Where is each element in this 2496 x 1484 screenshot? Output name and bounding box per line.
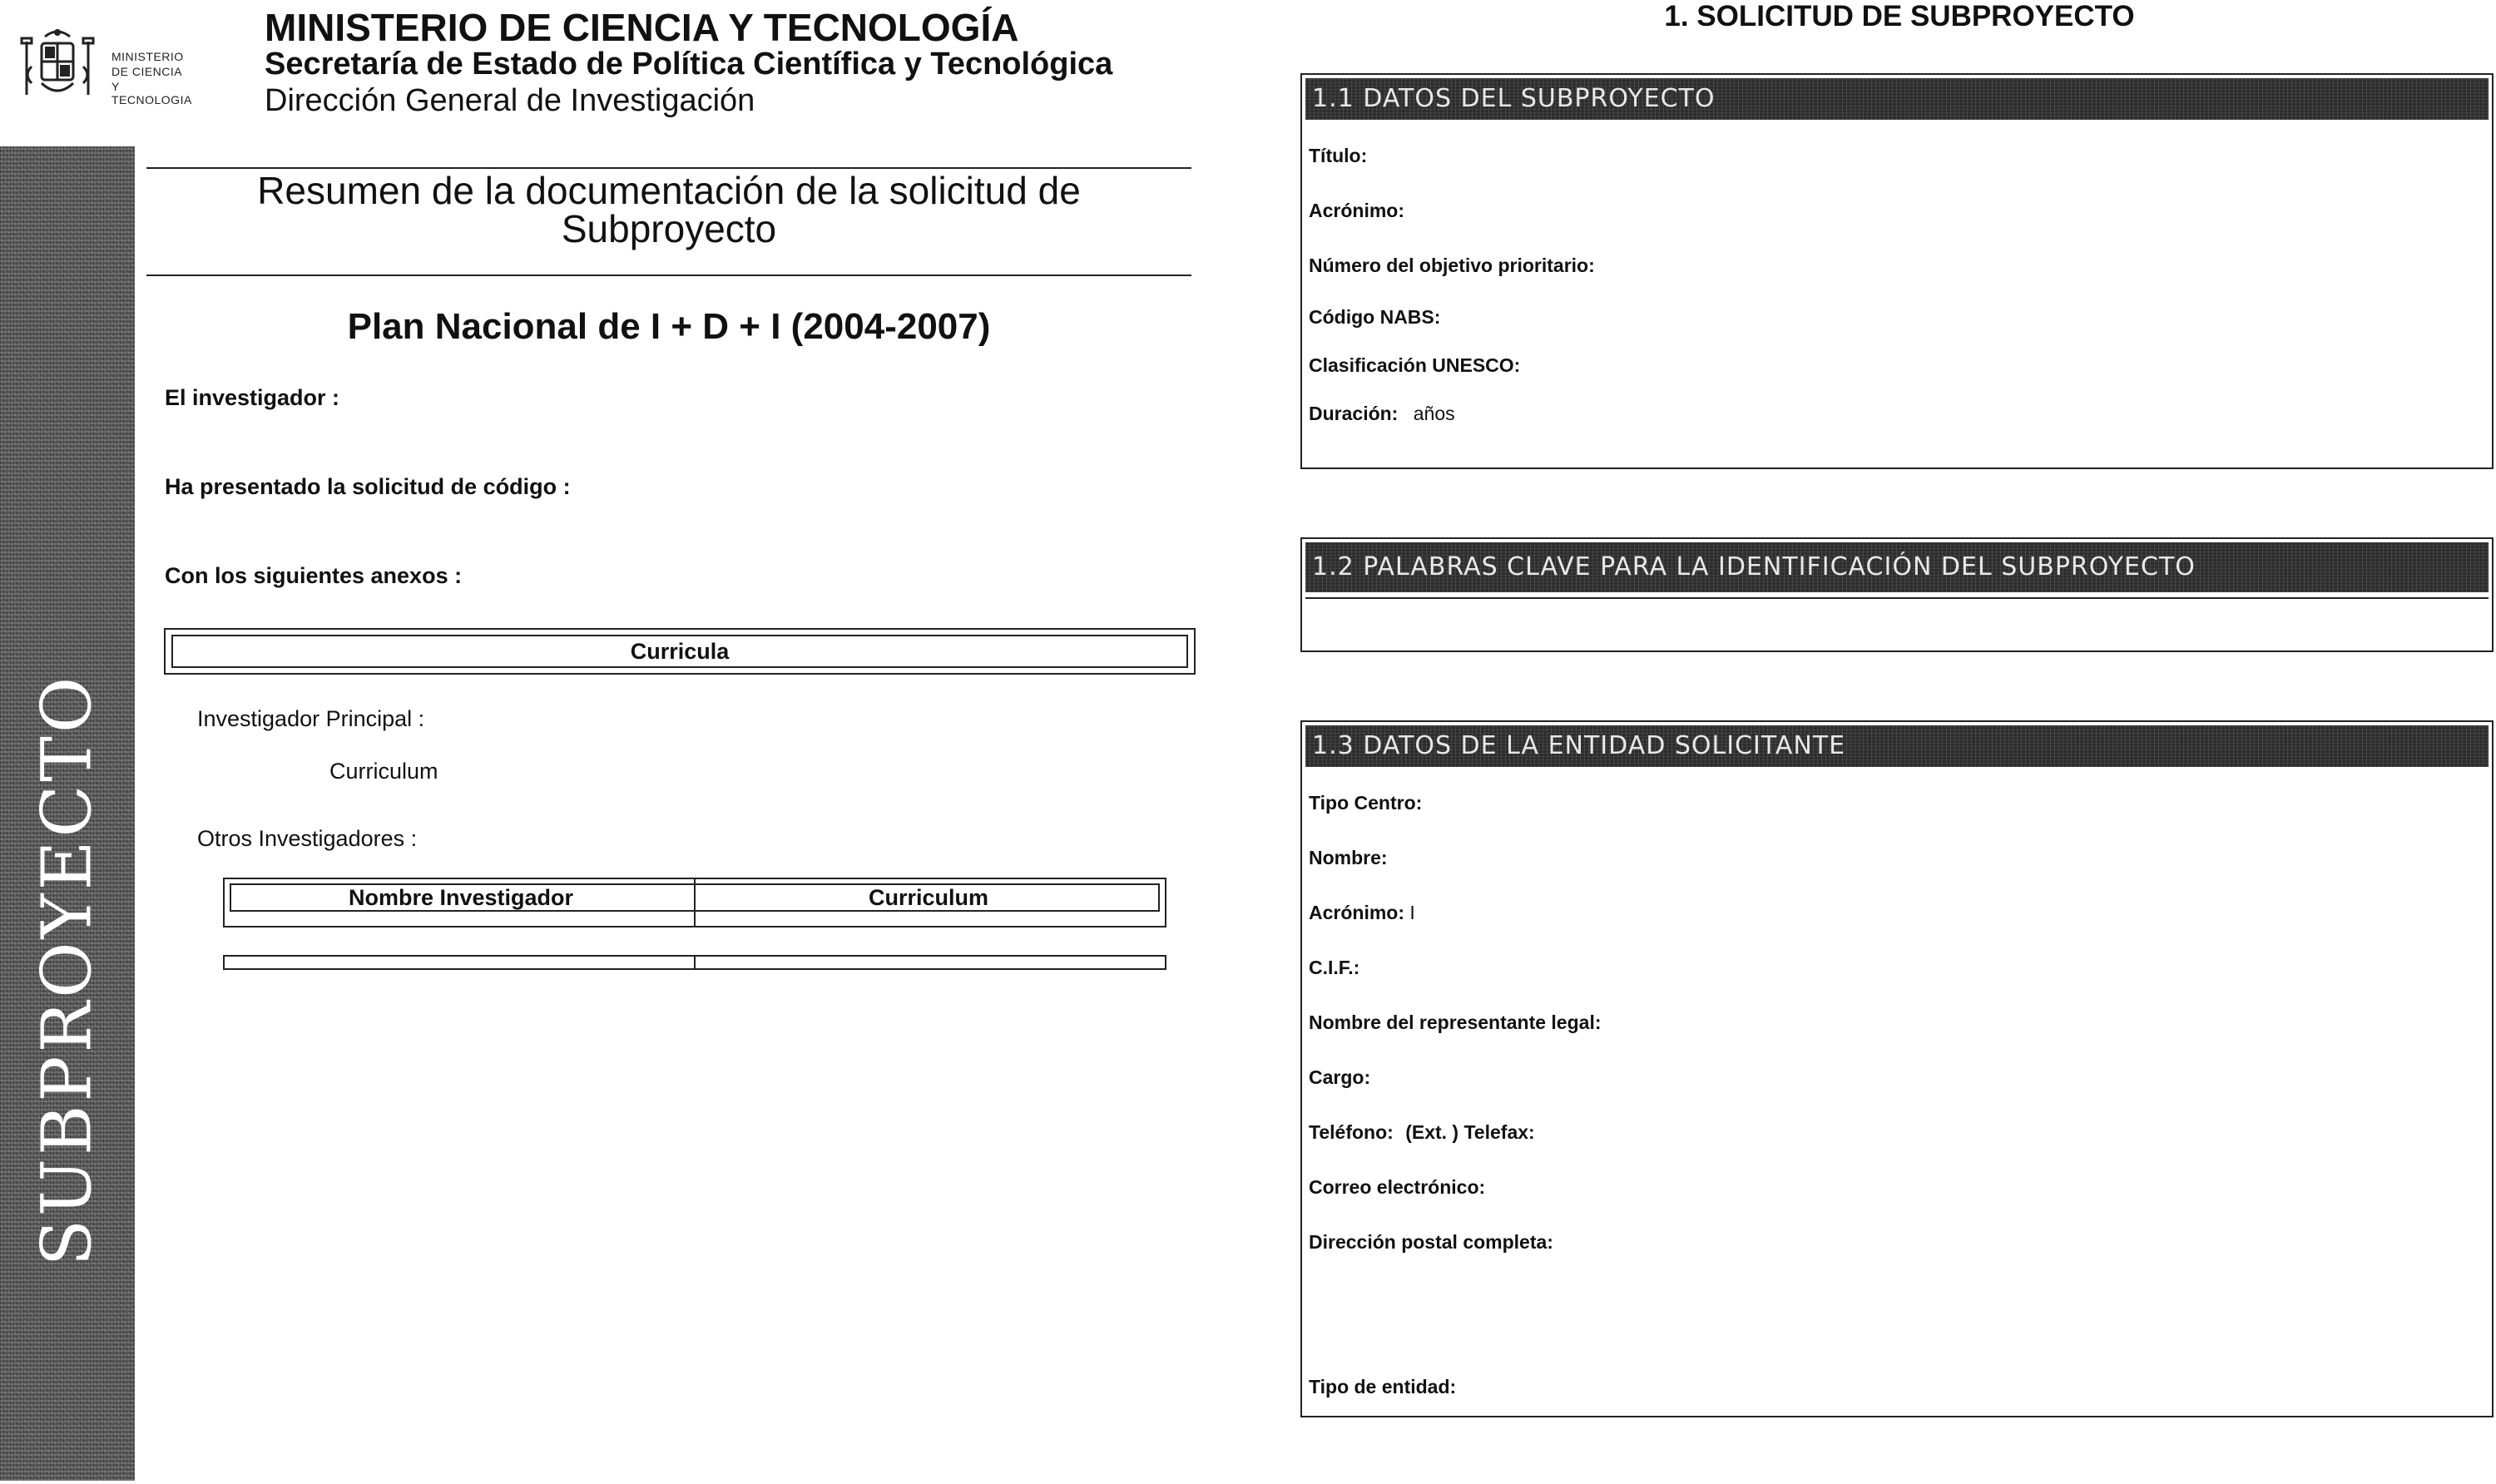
coat-of-arms-icon: [8, 25, 106, 108]
field-duracion: [1309, 403, 1455, 425]
field-label: Número del objetivo prioritario:: [1309, 255, 1595, 276]
plan-title: Plan Nacional de I + D + I (2004-2007): [347, 306, 991, 347]
field-label: Nombre del representante legal:: [1309, 1012, 1602, 1033]
field-nombre: [1309, 847, 1388, 869]
field-tipo-entidad: [1309, 1376, 1456, 1398]
divider: [146, 275, 1191, 276]
panel-title: 1.2 PALABRAS CLAVE PARA LA IDENTIFICACIÓN DEL SUBPROYECTO: [1305, 542, 2489, 592]
field-acronimo-entidad: [1309, 902, 1415, 924]
field-label: Acrónimo:: [1309, 902, 1404, 923]
panel-title: 1.3 DATOS DE LA ENTIDAD SOLICITANTE: [1305, 725, 2489, 767]
side-band-label: SUBPROYECTO: [27, 673, 107, 1267]
field-acronimo: [1309, 200, 1404, 222]
field-telefono: [1309, 1121, 1535, 1144]
curricula-section: [164, 628, 1196, 675]
field-label: Cargo:: [1309, 1066, 1371, 1088]
column-divider: [694, 957, 696, 968]
field-tipo-centro: [1309, 792, 1422, 814]
field-label: Título:: [1309, 145, 1368, 166]
field-objetivo: [1309, 255, 1595, 277]
curriculum-label: Curriculum: [329, 759, 438, 784]
field-representante: [1309, 1012, 1602, 1034]
field-label: Correo electrónico:: [1309, 1176, 1486, 1198]
field-titulo: [1309, 145, 1367, 167]
panel-entidad-solicitante: [1300, 720, 2494, 1417]
panel-title: 1.1 DATOS DEL SUBPROYECTO: [1305, 78, 2489, 120]
field-correo: [1309, 1176, 1485, 1199]
field-label: Nombre:: [1309, 847, 1388, 868]
logo-text-line: MINISTERIO: [111, 50, 184, 63]
column-header-nombre: Nombre Investigador: [348, 885, 574, 910]
principal-investigator-label: Investigador Principal :: [197, 706, 425, 731]
summary-title-line: Subproyecto: [561, 207, 777, 250]
side-band: [0, 146, 135, 1481]
page-heading: 1. SOLICITUD DE SUBPROYECTO: [1664, 0, 2135, 32]
field-value: años: [1413, 403, 1455, 424]
field-label: Código NABS:: [1309, 306, 1441, 328]
field-label: Teléfono:: [1309, 1121, 1394, 1143]
anexos-label: Con los siguientes anexos :: [165, 563, 463, 588]
investigador-label: El investigador :: [165, 385, 340, 410]
ministry-name: MINISTERIO DE CIENCIA Y TECNOLOGÍA: [265, 6, 1019, 49]
summary-title-line: Resumen de la documentación de la solicitud de: [257, 169, 1081, 212]
directorate-name: Dirección General de Investigación: [265, 83, 755, 118]
curricula-header: Curricula: [171, 635, 1188, 668]
field-label: Duración:: [1309, 403, 1399, 424]
table-row: [223, 955, 1166, 970]
field-cargo: [1309, 1066, 1370, 1089]
field-nabs: [1309, 306, 1440, 329]
solicitud-code-label: Ha presentado la solicitud de código :: [165, 474, 571, 499]
secretariat-name: Secretaría de Estado de Política Científica y Tecnológica: [265, 47, 1113, 82]
field-value: (Ext. ) Telefax:: [1405, 1121, 1535, 1143]
logo-text-line: DE CIENCIA: [111, 65, 183, 78]
field-direccion: [1309, 1231, 1553, 1254]
summary-title: [146, 171, 1191, 248]
field-label: Tipo Centro:: [1309, 792, 1423, 814]
field-label: Acrónimo:: [1309, 200, 1404, 221]
field-cif: [1309, 957, 1359, 979]
panel-palabras-clave: [1300, 537, 2494, 652]
divider: [1305, 597, 2489, 599]
panel-datos-subproyecto: [1300, 73, 2494, 469]
field-label: Tipo de entidad:: [1309, 1376, 1457, 1397]
field-unesco: [1309, 354, 1520, 377]
ministry-logo: [8, 25, 200, 116]
field-label: Clasificación UNESCO:: [1309, 354, 1521, 376]
field-value: I: [1409, 902, 1415, 923]
logo-text-line: Y TECNOLOGIA: [111, 80, 192, 106]
field-label: C.I.F.:: [1309, 957, 1360, 978]
column-header-curriculum: Curriculum: [868, 885, 989, 910]
field-label: Dirección postal completa:: [1309, 1231, 1553, 1253]
investigators-table-header: [223, 878, 1166, 928]
other-investigators-label: Otros Investigadores :: [197, 826, 418, 851]
